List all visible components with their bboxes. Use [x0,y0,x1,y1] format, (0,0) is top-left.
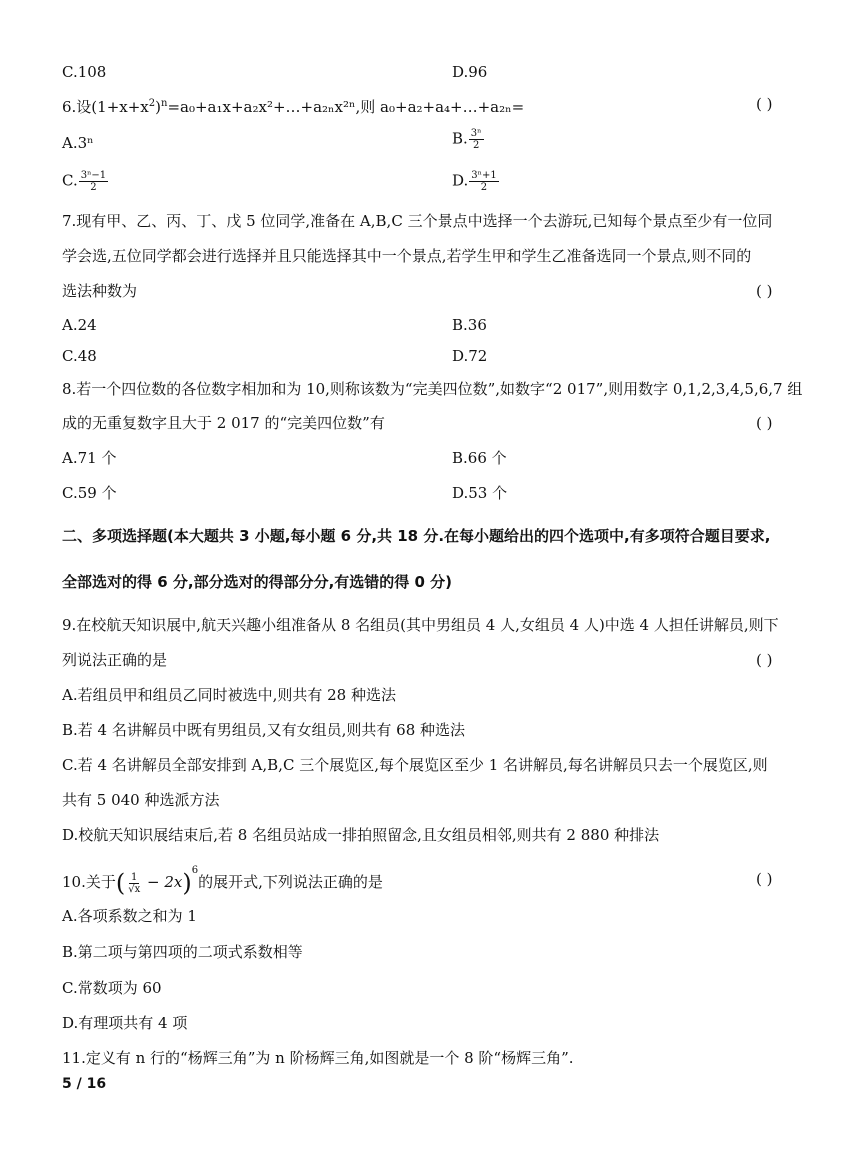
q6-sup-2: 2 [148,98,156,109]
q6-answer-paren: ( ) [756,95,773,113]
q10-rest: 的展开式,下列说法正确的是 [198,873,383,891]
q7-answer-paren: ( ) [756,282,773,300]
q7-option-b: B.36 [452,316,487,334]
q8-option-d: D.53 个 [452,484,508,502]
q10-prefix: 10.关于 [62,873,116,891]
q7-stem-line-3: 选法种数为 [62,282,138,300]
q9-option-a: A.若组员甲和组员乙同时被选中,则共有 28 种选法 [62,686,396,704]
fraction-denominator: 2 [480,182,488,193]
q8-option-b: B.66 个 [452,449,507,467]
section-2-heading-line-1: 二、多项选择题(本大题共 3 小题,每小题 6 分,共 18 分.在每小题给出的四个选项中,有多项符合题目要求, [62,527,771,545]
q6-sup-n: n [161,98,168,109]
q6-option-a: A.3ⁿ [62,134,94,152]
q9-answer-paren: ( ) [756,651,773,669]
right-paren: ) [182,869,192,897]
q6-option-c [62,170,108,193]
q6-stem [62,94,524,117]
q9-option-d: D.校航天知识展结束后,若 8 名组员站成一排拍照留念,且女组员相邻,则共有 2 880 种排法 [62,826,660,844]
q8-stem-line-1: 8.若一个四位数的各位数字相加和为 10,则称该数为“完美四位数”,如数字“2 017”,则用数字 0,1,2,3,4,5,6,7 组 [62,380,803,398]
q10-option-d: D.有理项共有 4 项 [62,1014,188,1032]
q10-exponent: 6 [191,865,199,876]
q6-option-d [452,170,499,193]
q10-option-a: A.各项系数之和为 1 [62,907,197,925]
q10-answer-paren: ( ) [756,870,773,888]
q9-option-c-line-2: 共有 5 040 种选派方法 [62,791,220,809]
q5-option-d: D.96 [452,63,488,81]
q8-option-a: A.71 个 [62,449,117,467]
q6-option-b-fraction [469,128,484,151]
q9-stem-line-1: 9.在校航天知识展中,航天兴趣小组准备从 8 名组员(其中男组员 4 人,女组员 4 人)中选 4 人担任讲解员,则下 [62,616,779,634]
q6-stem-prefix: 6.设(1+x+x [62,98,149,116]
q10-option-b: B.第二项与第四项的二项式系数相等 [62,943,303,961]
fraction-denominator: 2 [472,140,480,151]
q11-stem-line-1: 11.定义有 n 行的“杨辉三角”为 n 阶杨辉三角,如图就是一个 8 阶“杨辉三角”. [62,1049,574,1067]
q5-option-c: C.108 [62,63,107,81]
q10-stem [62,866,383,896]
q7-option-c: C.48 [62,347,97,365]
fraction-numerator: 3ⁿ+1 [471,170,497,181]
fraction-numerator: 3ⁿ [470,128,482,139]
q7-option-a: A.24 [62,316,97,334]
q7-stem-line-2: 学会选,五位同学都会进行选择并且只能选择其中一个景点,若学生甲和学生乙准备选同一个景点,则不同的 [62,247,752,265]
q6-option-b [452,128,484,151]
q10-fraction [126,872,142,895]
q8-stem-line-2: 成的无重复数字且大于 2 017 的“完美四位数”有 [62,414,385,432]
q6-stem-mid: ) [155,98,161,116]
fraction-denominator: 2 [90,182,97,193]
page-number: 5 / 16 [62,1076,107,1092]
q10-option-c: C.常数项为 60 [62,979,162,997]
q7-stem-line-1: 7.现有甲、乙、丙、丁、戊 5 位同学,准备在 A,B,C 三个景点中选择一个去游玩,已知每个景点至少有一位同 [62,212,773,230]
q6-option-c-label: C. [62,171,78,190]
q10-minus-term: − 2x [147,873,183,891]
left-paren: ( [115,869,126,897]
fraction-numerator: 3ⁿ−1 [80,170,107,181]
q9-stem-line-2: 列说法正确的是 [62,651,168,669]
q6-option-d-label: D. [452,171,469,190]
q9-option-c-line-1: C.若 4 名讲解员全部安排到 A,B,C 三个展览区,每个展览区至少 1 名讲解员,每名讲解员只去一个展览区,则 [62,756,768,774]
fraction-denominator: √x [128,883,141,895]
q8-answer-paren: ( ) [756,414,773,432]
q8-option-c: C.59 个 [62,484,117,502]
q6-option-b-label: B. [452,129,468,148]
fraction-numerator: 1 [131,871,138,883]
q7-option-d: D.72 [452,347,488,365]
section-2-heading-line-2: 全部选对的得 6 分,部分选对的得部分分,有选错的得 0 分) [62,573,453,591]
q6-option-d-fraction [469,170,498,193]
q6-stem-rest: =a₀+a₁x+a₂x²+…+a₂ₙx²ⁿ,则 a₀+a₂+a₄+…+a₂ₙ= [167,98,525,116]
q6-option-c-fraction [79,170,108,193]
q9-option-b: B.若 4 名讲解员中既有男组员,又有女组员,则共有 68 种选法 [62,721,466,739]
